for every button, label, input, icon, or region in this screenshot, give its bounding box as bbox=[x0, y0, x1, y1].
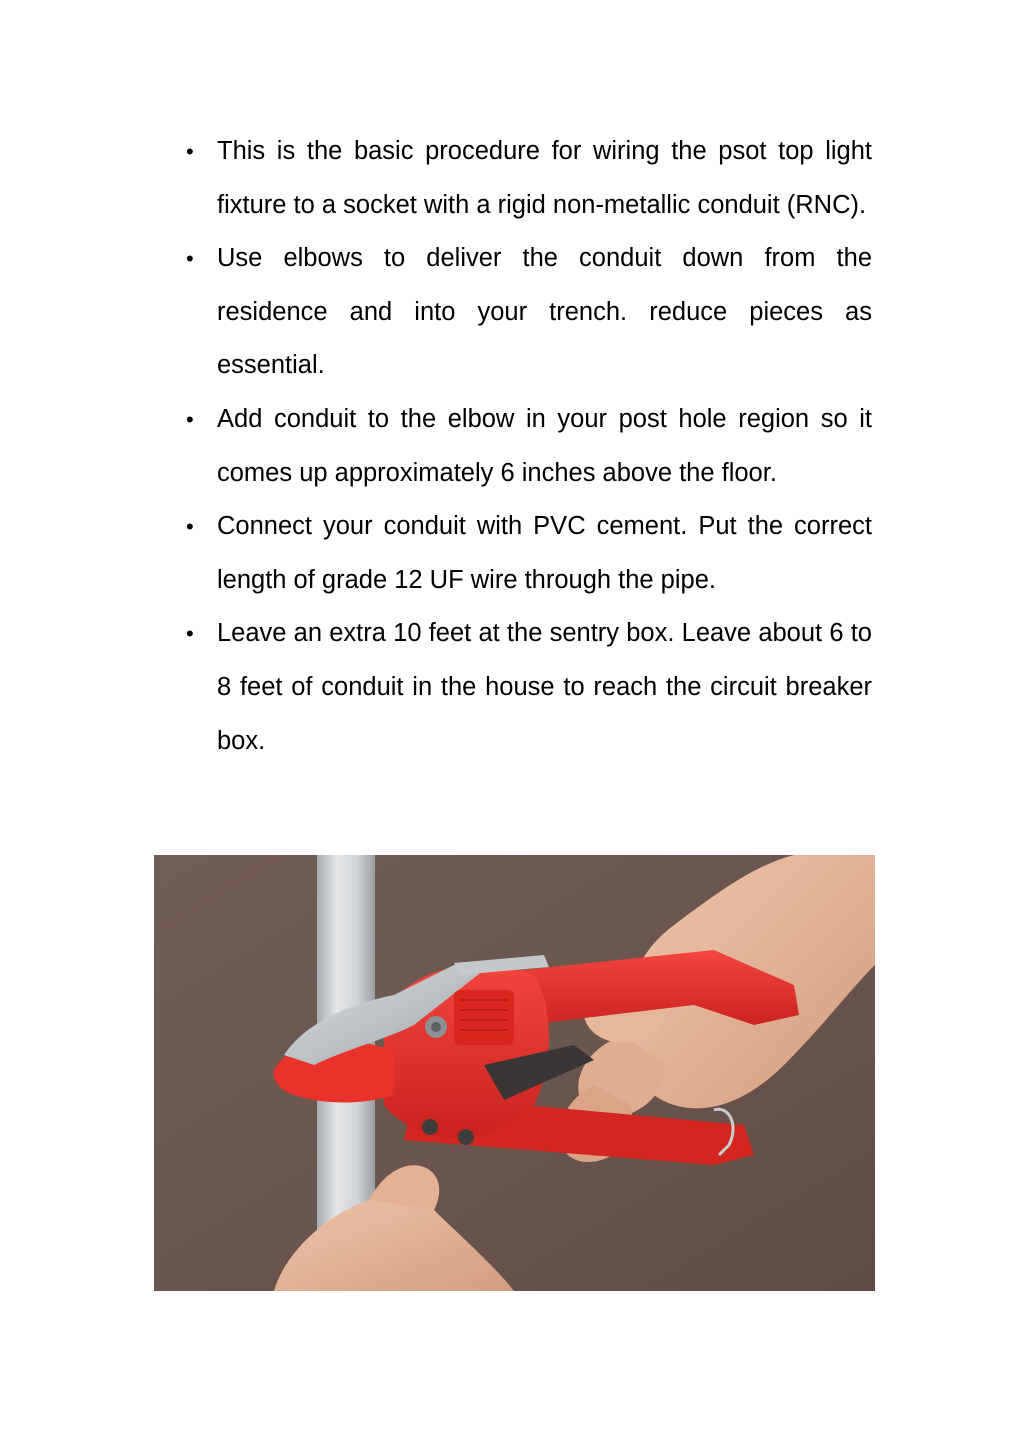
bullet-icon: • bbox=[186, 246, 194, 272]
bullet-icon: • bbox=[186, 406, 194, 432]
list-item-text: This is the basic procedure for wiring the psot top light fixture to a socket with a rigid non-metallic conduit (RNC). bbox=[217, 137, 872, 219]
list-item-text: Connect your conduit with PVC cement. Put the correct length of grade 12 UF wire through the pipe. bbox=[217, 512, 872, 594]
list-item bbox=[186, 500, 872, 607]
grip-texture bbox=[454, 990, 514, 1045]
bullet-icon: • bbox=[186, 621, 194, 647]
list-item bbox=[186, 125, 872, 232]
list-item bbox=[186, 393, 872, 500]
instruction-list bbox=[186, 125, 872, 768]
bullet-icon: • bbox=[186, 139, 194, 164]
rivet-icon bbox=[458, 1129, 474, 1145]
list-item-text: Leave an extra 10 feet at the sentry box. Leave about 6 to 8 feet of conduit in the house to reach the circuit breaker box. bbox=[217, 619, 872, 755]
bullet-icon: • bbox=[186, 514, 194, 540]
rivet-icon bbox=[422, 1119, 438, 1135]
list-item-text: Add conduit to the elbow in your post hole region so it comes up approximately 6 inches above the floor. bbox=[217, 404, 872, 487]
list-item bbox=[186, 232, 872, 393]
list-item-text: Use elbows to deliver the conduit down from the residence and into your trench. reduce pieces as essential. bbox=[217, 244, 872, 380]
pipe-cutter-photo bbox=[154, 855, 875, 1291]
list-item bbox=[186, 607, 872, 768]
